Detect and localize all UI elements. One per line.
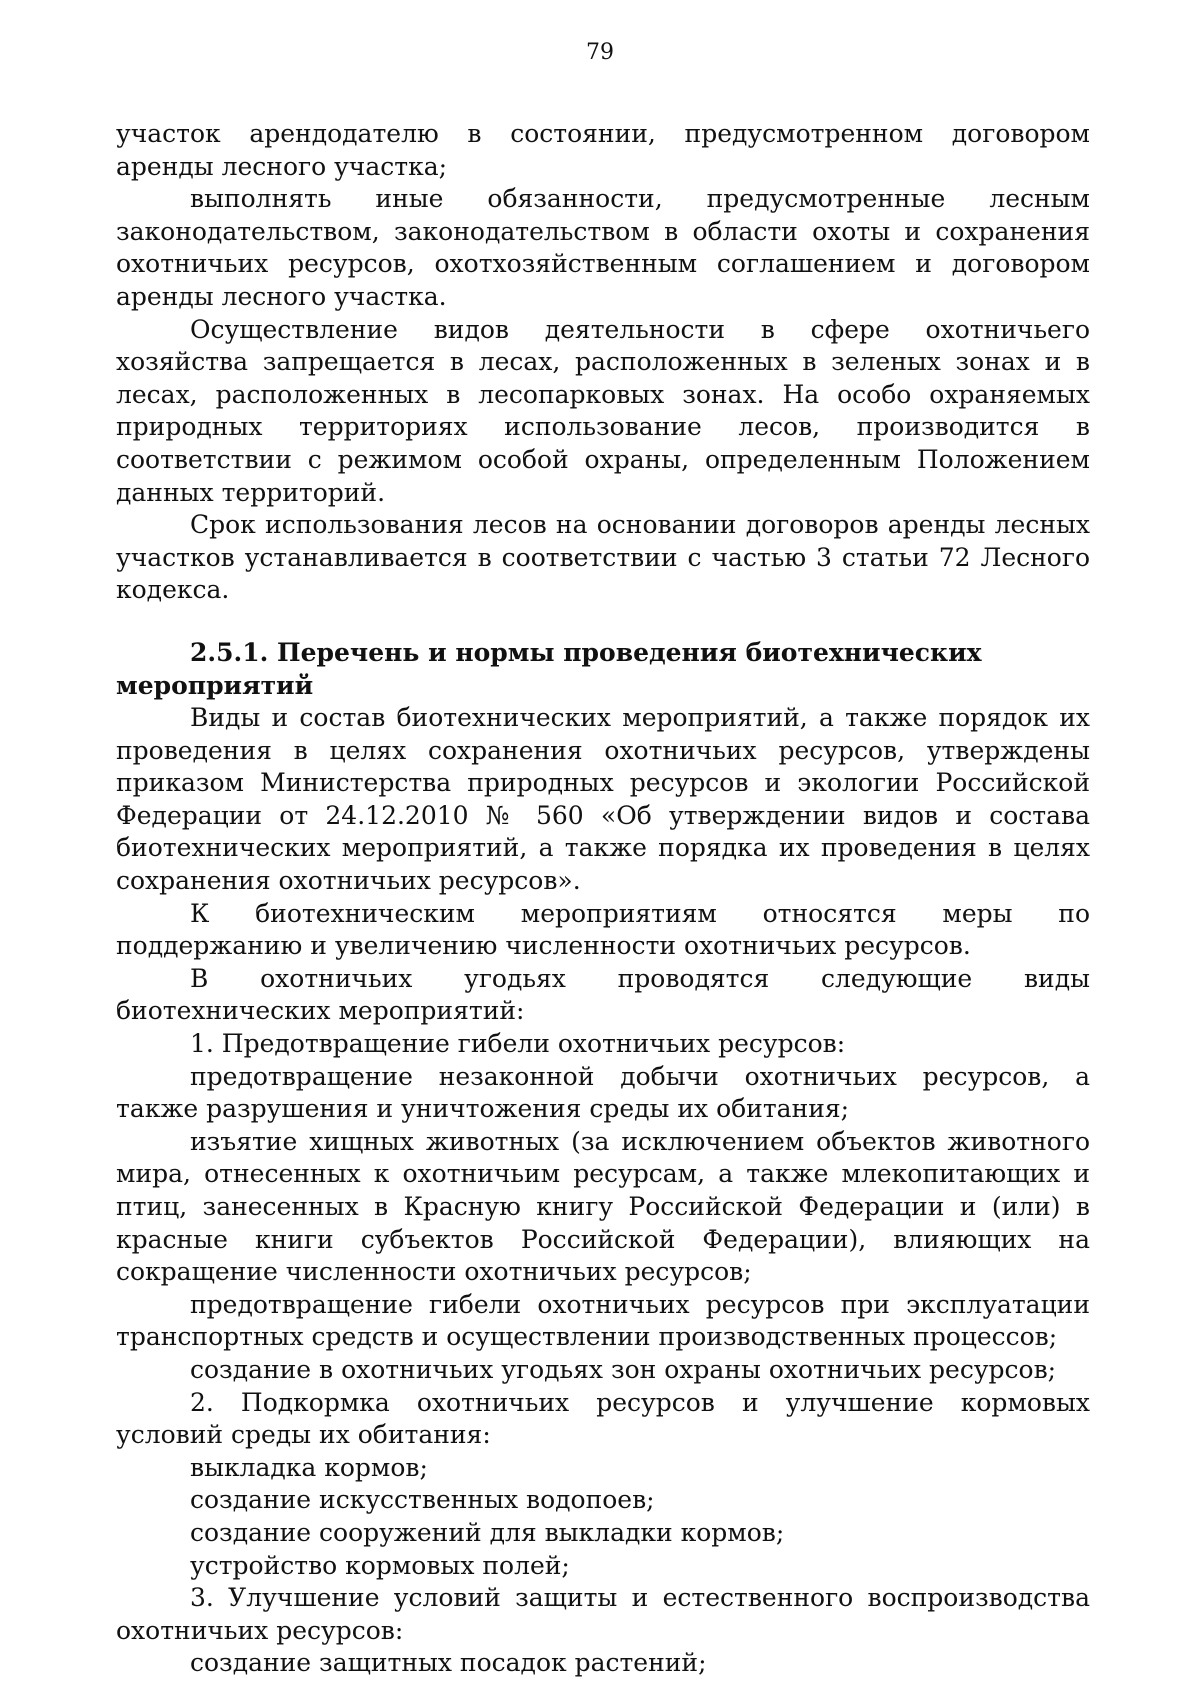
list-item: выкладка кормов; [190,1452,428,1482]
paragraph-lease-term: Срок использования лесов на основании договоров аренды лесных участков устанавливается в соответствии с частью 3 статьи 72 Лесного кодекса. [116,510,1090,605]
list-item: создание защитных посадок растений; [190,1648,707,1678]
list-item: предотвращение гибели охотничьих ресурсов при эксплуатации транспортных средств и осуществлении производственных процессов; [116,1289,1090,1352]
paragraph-activity-restriction: Осуществление видов деятельности в сфере охотничьего хозяйства запрещается в лесах, расположенных в зеленых зонах и в лесах, расположенных в лесопарковых зонах. На особо охраняемых природных территориях использование лесов, производится в соответствии с режимом особой охраны, определенным Положением данных территорий. [116,314,1090,507]
paragraph-list-intro: В охотничьих угодьях проводятся следующие виды биотехнических мероприятий: [116,963,1090,1026]
paragraph-other-duties: выполнять иные обязанности, предусмотренные лесным законодательством, законодательством в области охоты и сохранения охотничьих ресурсов, охотхозяйственным соглашением и договором аренды лесного участка. [116,184,1090,311]
list-item: создание в охотничьих угодьях зон охраны охотничьих ресурсов; [190,1354,1057,1384]
page-number: 79 [586,40,614,65]
list-item: предотвращение незаконной добычи охотничьих ресурсов, а также разрушения и уничтожения среды их обитания; [116,1061,1090,1124]
list-item: создание сооружений для выкладки кормов; [190,1517,785,1547]
paragraph-continuation: участок арендодателю в состоянии, предусмотренном договором аренды лесного участка; [116,119,1090,181]
list-item: создание искусственных водопоев; [190,1485,655,1515]
paragraph-order-reference: Виды и состав биотехнических мероприятий, а также порядок их проведения в целях сохранения охотничьих ресурсов, утверждены приказом Министерства природных ресурсов и экологии Российской Федерации от 24.12.2010 № 560 «Об утверждении видов и состава биотехнических мероприятий, а также порядка их проведения в целях сохранения охотничьих ресурсов». [116,703,1090,896]
page-body [116,118,1090,1680]
list-item-2-heading: 2. Подкормка охотничьих ресурсов и улучшение кормовых условий среды их обитания: [116,1387,1090,1450]
list-item: изъятие хищных животных (за исключением объектов животного мира, отнесенных к охотничьим ресурсам, а также млекопитающих и птиц, занесенных в Красную книгу Российской Федерации и (или) в красные книги субъектов Российской Федерации), влияющих на сокращение численности охотничьих ресурсов; [116,1126,1090,1287]
list-item: устройство кормовых полей; [190,1550,570,1580]
list-item-1-heading: 1. Предотвращение гибели охотничьих ресурсов: [190,1029,846,1059]
list-item-3-heading: 3. Улучшение условий защиты и естественного воспроизводства охотничьих ресурсов: [116,1583,1090,1645]
paragraph-definition: К биотехническим мероприятиям относятся меры по поддержанию и увеличению численности охотничьих ресурсов. [116,898,1090,961]
section-heading: 2.5.1. Перечень и нормы проведения биотехнических мероприятий [116,637,982,700]
